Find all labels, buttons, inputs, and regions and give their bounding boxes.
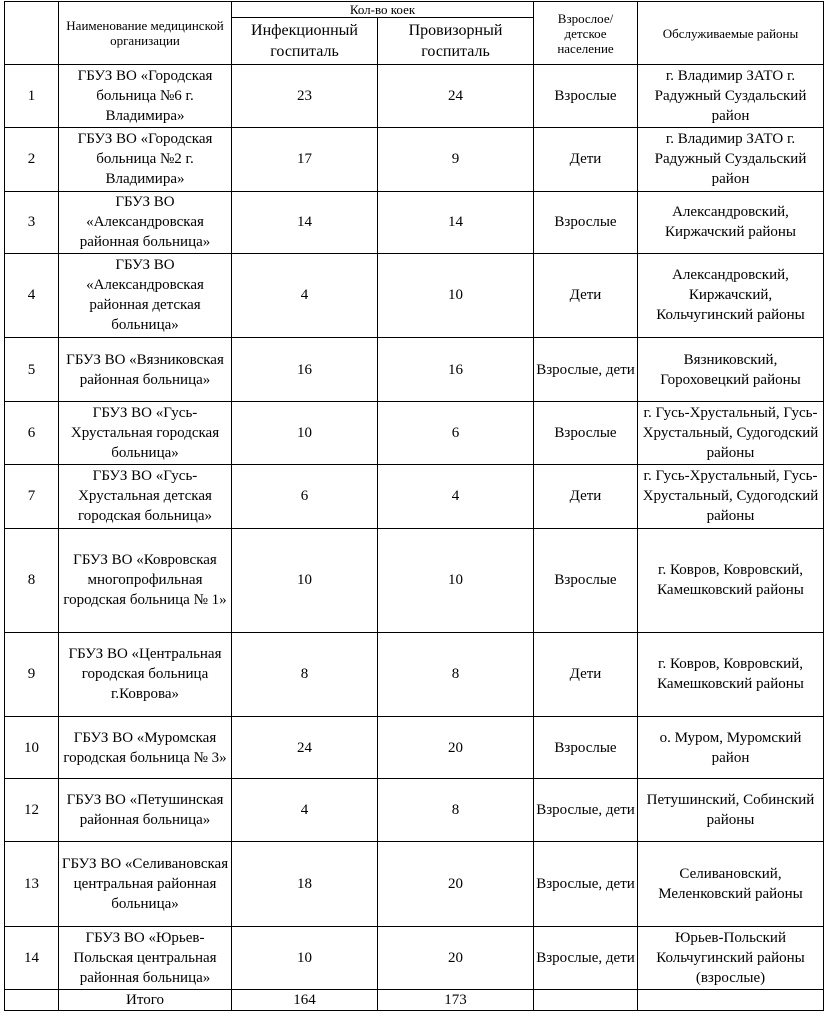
row-number: 1	[5, 65, 59, 128]
organization-name: ГБУЗ ВО «Петушинская районная больница»	[59, 779, 232, 842]
infectious-bed-count: 24	[232, 717, 378, 779]
served-districts: г. Владимир ЗАТО г. Радужный Суздальский район	[638, 128, 824, 191]
row-number: 14	[5, 926, 59, 989]
row-number: 7	[5, 465, 59, 528]
infectious-bed-count: 4	[232, 253, 378, 337]
served-districts: г. Ковров, Ковровский, Камешковский районы	[638, 632, 824, 716]
organization-name: ГБУЗ ВО «Гусь-Хрустальная детская городская больница»	[59, 465, 232, 528]
organization-name: ГБУЗ ВО «Вязниковская районная больница»	[59, 337, 232, 401]
provisional-bed-count: 6	[378, 402, 534, 465]
population-type: Взрослые, дети	[534, 926, 638, 989]
population-type: Взрослые	[534, 402, 638, 465]
hospital-beds-table	[4, 1, 824, 1011]
table-row	[5, 253, 824, 337]
served-districts: Юрьев-Польский Кольчугинский районы (взрослые)	[638, 926, 824, 989]
total-provisional: 173	[378, 989, 534, 1010]
header-districts: Обслуживаемые районы	[638, 2, 824, 65]
header-row-1	[5, 2, 824, 18]
provisional-bed-count: 20	[378, 842, 534, 926]
provisional-bed-count: 14	[378, 191, 534, 253]
population-type: Дети	[534, 253, 638, 337]
row-number: 3	[5, 191, 59, 253]
organization-name: ГБУЗ ВО «Муромская городская больница № 3»	[59, 717, 232, 779]
infectious-bed-count: 10	[232, 402, 378, 465]
table-row	[5, 528, 824, 632]
row-number: 10	[5, 717, 59, 779]
organization-name: ГБУЗ ВО «Селивановская центральная районная больница»	[59, 842, 232, 926]
row-number: 13	[5, 842, 59, 926]
population-type: Взрослые, дети	[534, 337, 638, 401]
infectious-bed-count: 16	[232, 337, 378, 401]
population-type: Дети	[534, 632, 638, 716]
population-type: Взрослые, дети	[534, 842, 638, 926]
total-districts-empty	[638, 989, 824, 1010]
served-districts: Петушинский, Собинский районы	[638, 779, 824, 842]
served-districts: г. Гусь-Хрустальный, Гусь-Хрустальный, Судогодский районы	[638, 402, 824, 465]
organization-name: ГБУЗ ВО «Центральная городская больница г.Коврова»	[59, 632, 232, 716]
organization-name: ГБУЗ ВО «Городская больница №2 г. Владимира»	[59, 128, 232, 191]
row-number: 4	[5, 253, 59, 337]
header-population: Взрослое/ детское население	[534, 2, 638, 65]
header-infectious-hospital: Инфекционный госпиталь	[232, 18, 378, 65]
table-row	[5, 191, 824, 253]
infectious-bed-count: 8	[232, 632, 378, 716]
table-row	[5, 926, 824, 989]
table-row	[5, 632, 824, 716]
served-districts: г. Ковров, Ковровский, Камешковский районы	[638, 528, 824, 632]
table-row	[5, 717, 824, 779]
served-districts: г. Владимир ЗАТО г. Радужный Суздальский район	[638, 65, 824, 128]
infectious-bed-count: 4	[232, 779, 378, 842]
provisional-bed-count: 8	[378, 632, 534, 716]
served-districts: о. Муром, Муромский район	[638, 717, 824, 779]
row-number: 2	[5, 128, 59, 191]
organization-name: ГБУЗ ВО «Гусь-Хрустальная городская больница»	[59, 402, 232, 465]
infectious-bed-count: 6	[232, 465, 378, 528]
infectious-bed-count: 18	[232, 842, 378, 926]
row-number: 5	[5, 337, 59, 401]
population-type: Взрослые	[534, 191, 638, 253]
header-number	[5, 2, 59, 65]
population-type: Взрослые	[534, 65, 638, 128]
header-provisional-hospital: Провизорный госпиталь	[378, 18, 534, 65]
provisional-bed-count: 16	[378, 337, 534, 401]
provisional-bed-count: 24	[378, 65, 534, 128]
row-number: 6	[5, 402, 59, 465]
total-population-empty	[534, 989, 638, 1010]
organization-name: ГБУЗ ВО «Александровская районная больница»	[59, 191, 232, 253]
served-districts: г. Гусь-Хрустальный, Гусь-Хрустальный, Судогодский районы	[638, 465, 824, 528]
provisional-bed-count: 9	[378, 128, 534, 191]
served-districts: Александровский, Киржачский районы	[638, 191, 824, 253]
organization-name: ГБУЗ ВО «Александровская районная детская больница»	[59, 253, 232, 337]
infectious-bed-count: 10	[232, 528, 378, 632]
provisional-bed-count: 20	[378, 926, 534, 989]
population-type: Взрослые	[534, 717, 638, 779]
served-districts: Александровский, Киржачский, Кольчугинский районы	[638, 253, 824, 337]
header-organization-name: Наименование медицинской организации	[59, 2, 232, 65]
provisional-bed-count: 20	[378, 717, 534, 779]
provisional-bed-count: 10	[378, 253, 534, 337]
row-number: 9	[5, 632, 59, 716]
provisional-bed-count: 8	[378, 779, 534, 842]
total-infectious: 164	[232, 989, 378, 1010]
total-label: Итого	[59, 989, 232, 1010]
infectious-bed-count: 10	[232, 926, 378, 989]
total-row	[5, 989, 824, 1010]
organization-name: ГБУЗ ВО «Городская больница №6 г. Владимира»	[59, 65, 232, 128]
table-row	[5, 128, 824, 191]
table-row	[5, 65, 824, 128]
served-districts: Вязниковский, Гороховецкий районы	[638, 337, 824, 401]
header-bed-count: Кол-во коек	[232, 2, 534, 18]
table-row	[5, 337, 824, 401]
provisional-bed-count: 10	[378, 528, 534, 632]
served-districts: Селивановский, Меленковский районы	[638, 842, 824, 926]
organization-name: ГБУЗ ВО «Юрьев-Польская центральная районная больница»	[59, 926, 232, 989]
organization-name: ГБУЗ ВО «Ковровская многопрофильная городская больница № 1»	[59, 528, 232, 632]
population-type: Взрослые	[534, 528, 638, 632]
population-type: Дети	[534, 465, 638, 528]
infectious-bed-count: 23	[232, 65, 378, 128]
table-row	[5, 842, 824, 926]
population-type: Взрослые, дети	[534, 779, 638, 842]
row-number: 8	[5, 528, 59, 632]
provisional-bed-count: 4	[378, 465, 534, 528]
table-row	[5, 779, 824, 842]
population-type: Дети	[534, 128, 638, 191]
infectious-bed-count: 14	[232, 191, 378, 253]
table-row	[5, 465, 824, 528]
table-row	[5, 402, 824, 465]
total-empty-cell	[5, 989, 59, 1010]
infectious-bed-count: 17	[232, 128, 378, 191]
row-number: 12	[5, 779, 59, 842]
